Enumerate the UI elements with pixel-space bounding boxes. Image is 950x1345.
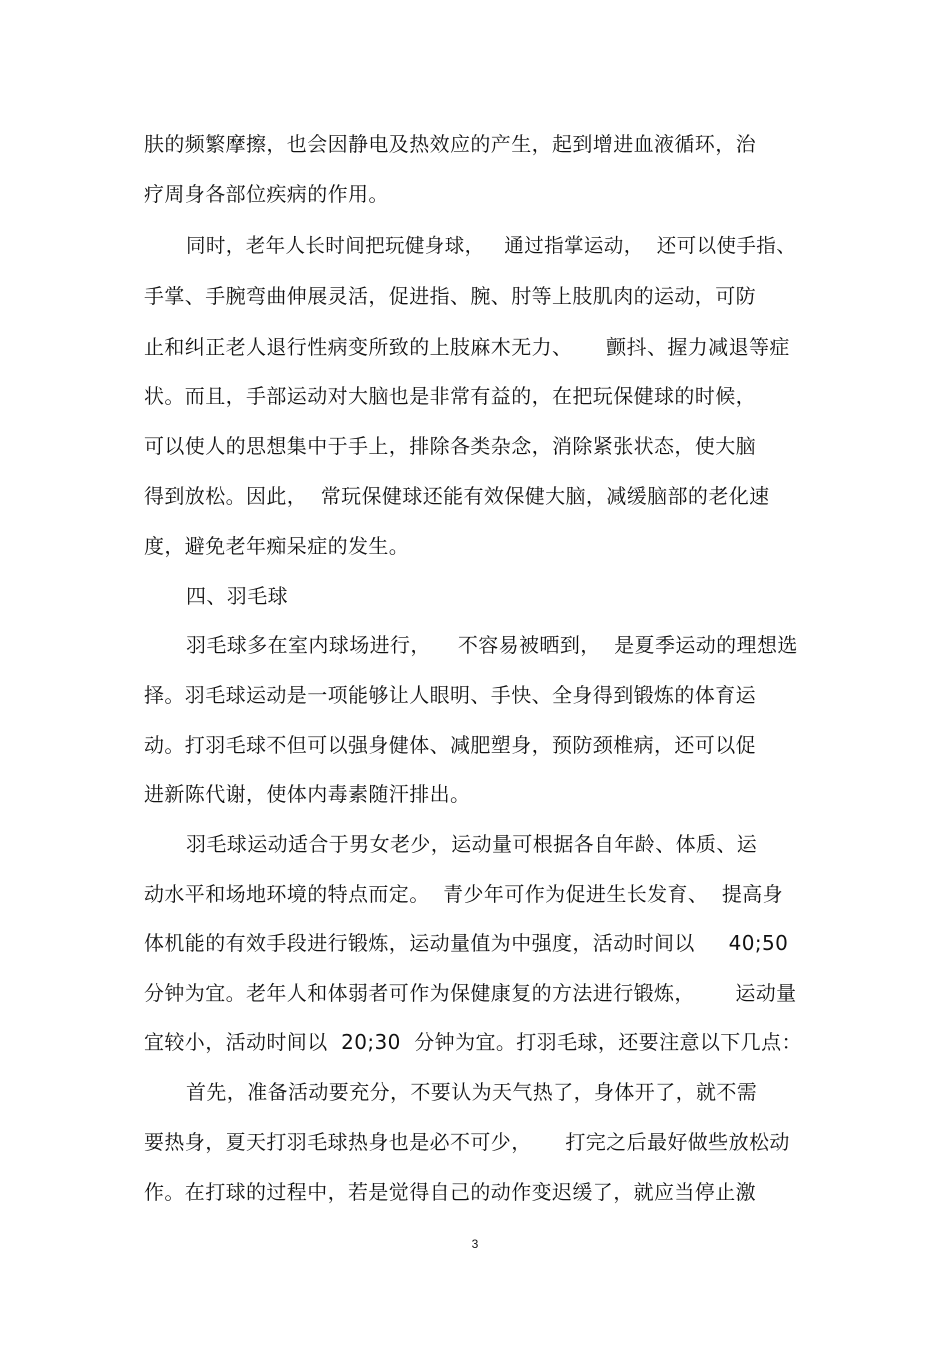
text-line: 首先，准备活动要充分，不要认为天气热了，身体开了，就不需 bbox=[186, 1080, 758, 1104]
page-number: 3 bbox=[471, 1237, 479, 1251]
text-line: 度，避免老年痴呆症的发生。 bbox=[144, 534, 410, 558]
text-line: 羽毛球多在室内球场进行， 不容易被晒到， 是夏季运动的理想选 bbox=[186, 633, 798, 657]
text-line: 动。打羽毛球不但可以强身健体、减肥塑身，预防颈椎病，还可以促 bbox=[144, 733, 756, 757]
text-line: 择。羽毛球运动是一项能够让人眼明、手快、全身得到锻炼的体育运 bbox=[144, 683, 756, 707]
text-line: 得到放松。因此， 常玩保健球还能有效保健大脑，减缓脑部的老化速 bbox=[144, 484, 770, 508]
text-line: 宜较小，活动时间以 20;30 分钟为宜。打羽毛球，还要注意以下几点： bbox=[144, 1030, 802, 1054]
text-line: 体机能的有效手段进行锻炼，运动量值为中强度，活动时间以 40;50 bbox=[144, 931, 789, 955]
text-line: 作。在打球的过程中，若是觉得自己的动作变迟缓了，就应当停止激 bbox=[144, 1180, 756, 1204]
text-line: 分钟为宜。老年人和体弱者可作为保健康复的方法进行锻炼， 运动量 bbox=[144, 981, 797, 1005]
text-line: 肤的频繁摩擦，也会因静电及热效应的产生，起到增进血液循环，治 bbox=[144, 132, 756, 156]
text-line: 状。而且，手部运动对大脑也是非常有益的，在把玩保健球的时候， bbox=[144, 384, 756, 408]
text-line: 进新陈代谢，使体内毒素随汗排出。 bbox=[144, 782, 471, 806]
text-line: 同时，老年人长时间把玩健身球， 通过指掌运动， 还可以使手指、 bbox=[186, 234, 797, 257]
section-heading: 四、羽毛球 bbox=[186, 584, 288, 608]
text-line: 可以使人的思想集中于手上，排除各类杂念，消除紧张状态，使大脑 bbox=[144, 434, 756, 458]
text-line: 疗周身各部位疾病的作用。 bbox=[144, 182, 389, 206]
text-line: 手掌、手腕弯曲伸展灵活，促进指、腕、肘等上肢肌肉的运动，可防 bbox=[144, 284, 756, 308]
text-line: 动水平和场地环境的特点而定。 青少年可作为促进生长发育、 提高身 bbox=[144, 882, 784, 906]
text-line: 羽毛球运动适合于男女老少，运动量可根据各自年龄、体质、运 bbox=[186, 832, 758, 856]
text-line: 止和纠正老人退行性病变所致的上肢麻木无力、 颤抖、握力减退等症 bbox=[144, 335, 790, 359]
text-line: 要热身，夏天打羽毛球热身也是必不可少， 打完之后最好做些放松动 bbox=[144, 1130, 790, 1154]
